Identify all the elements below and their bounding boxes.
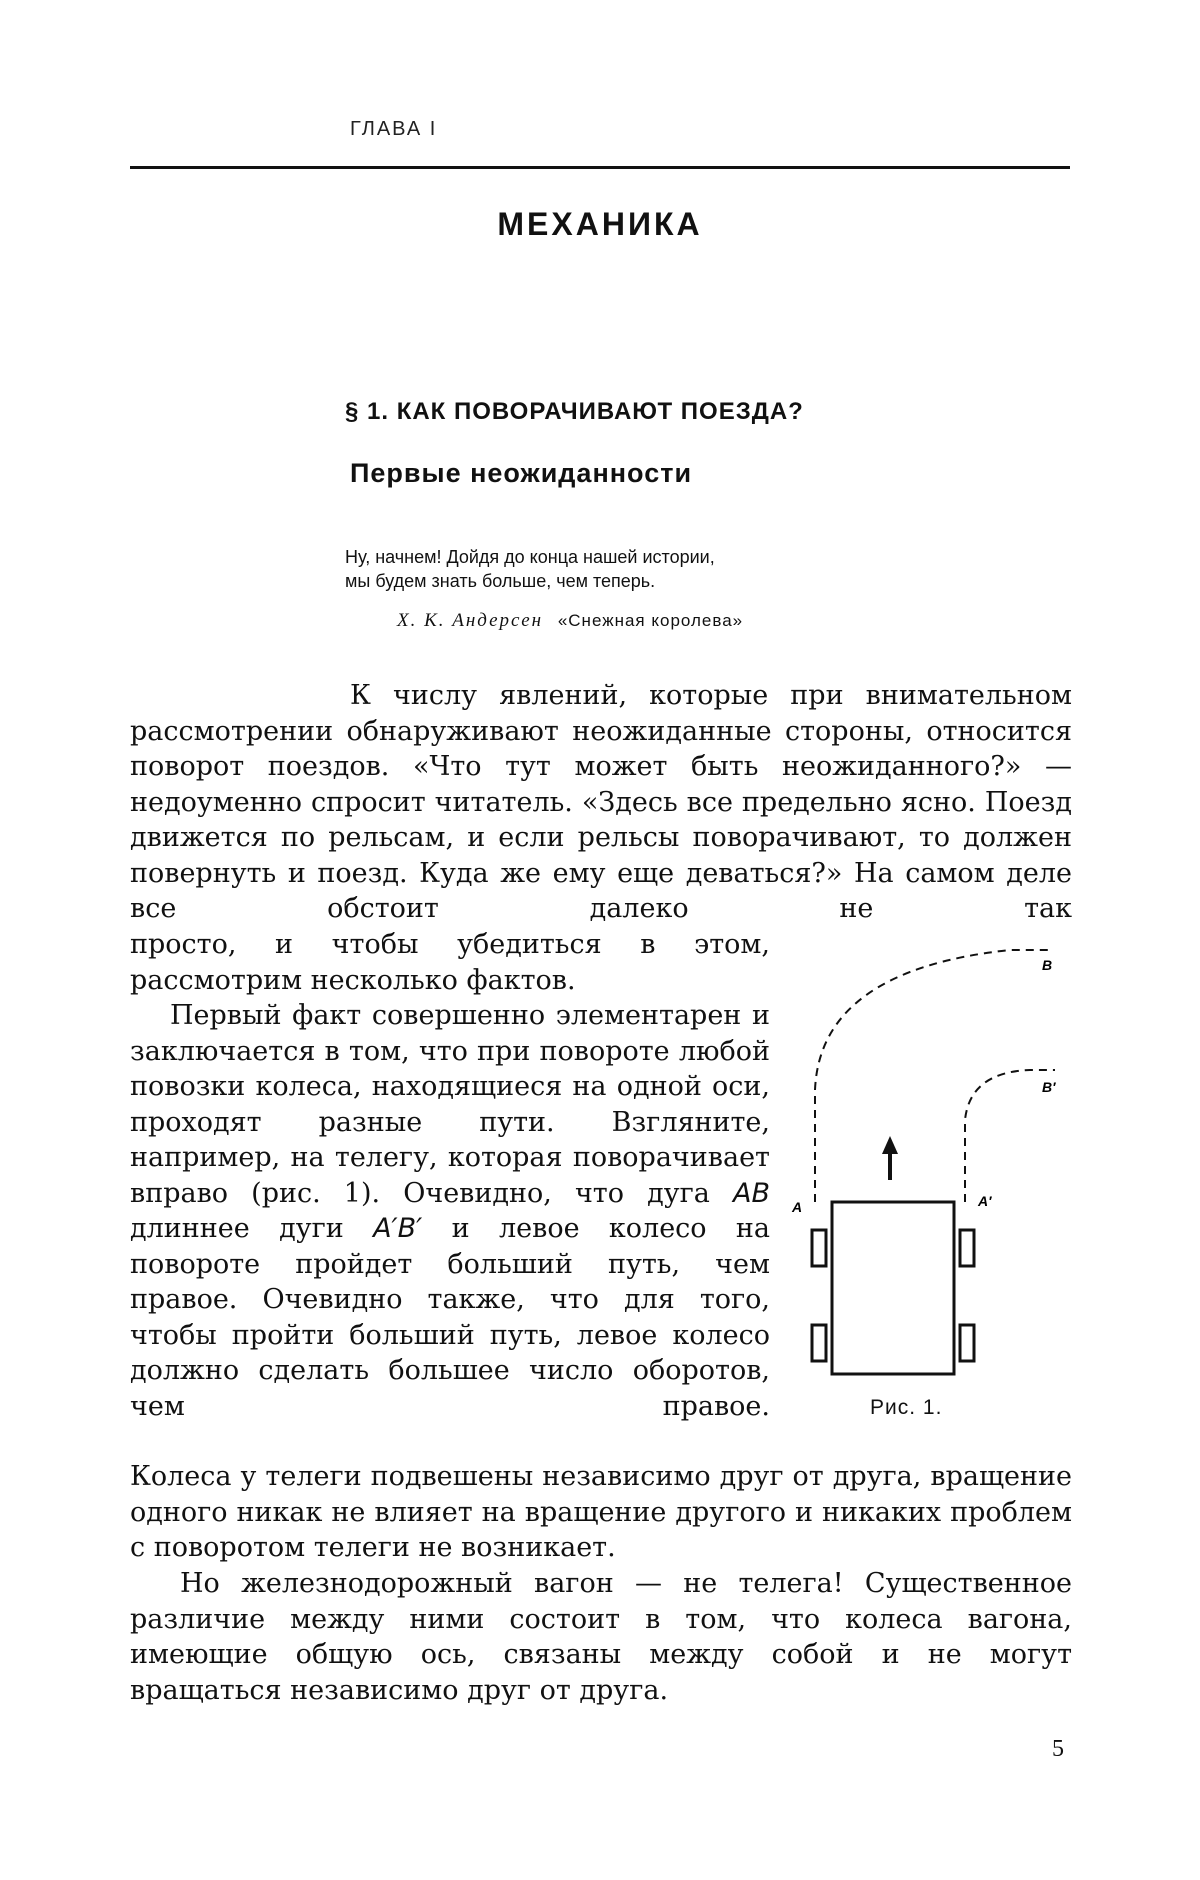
epigraph-line-2: мы будем знать больше, чем теперь. bbox=[345, 571, 656, 591]
subsection-title: Первые неожиданности bbox=[350, 458, 693, 488]
section-title: § 1. КАК ПОВОРАЧИВАЮТ ПОЕЗДА? bbox=[345, 398, 804, 425]
epigraph-line-1: Ну, начнем! Дойдя до конца нашей истории, bbox=[345, 547, 715, 567]
paragraph-2-part-b: длиннее дуги bbox=[130, 1213, 374, 1244]
paragraph-2-part-c: и левое колесо на повороте пройдет больший путь, чем правое. Очевидно также, что для того, чтобы пройти больший путь, левое колесо должно сделать большее число оборотов, чем правое. bbox=[130, 1213, 770, 1422]
arc-ab-label: AB bbox=[733, 1177, 770, 1209]
wheel-rear-left bbox=[812, 1325, 826, 1361]
label-b: B bbox=[1042, 957, 1053, 973]
outer-arc-ab bbox=[815, 950, 1053, 1202]
cart-body bbox=[832, 1202, 954, 1374]
paragraph-1-continued: просто, и чтобы убедиться в этом, рассмотрим несколько фактов. bbox=[130, 929, 770, 996]
header-rule bbox=[130, 166, 1070, 169]
chapter-title: МЕХАНИКА bbox=[497, 206, 703, 242]
arc-a1b1-label: A′B′ bbox=[373, 1213, 423, 1244]
label-a: A bbox=[792, 1199, 803, 1215]
direction-arrow-head bbox=[882, 1136, 898, 1154]
wheel-rear-right bbox=[960, 1325, 974, 1361]
label-a-prime: A′ bbox=[978, 1193, 992, 1209]
cart-diagram bbox=[780, 940, 1080, 1410]
epigraph bbox=[345, 545, 865, 593]
figure-caption: Рис. 1. bbox=[870, 1396, 943, 1419]
paragraph-2-part-a: Первый факт совершенно элементарен и заключается в том, что при повороте любой повозки колеса, находящиеся на одной оси, проходят разные пути. Взгляните, например, на телегу, которая поворачивает вправо (рис. 1). Очевидно, что дуга bbox=[130, 1000, 770, 1209]
wheel-front-left bbox=[812, 1230, 826, 1266]
epigraph-author: Х. К. Андерсен bbox=[397, 610, 544, 631]
page-number: 5 bbox=[1052, 1736, 1064, 1762]
label-b-prime: B′ bbox=[1042, 1079, 1056, 1095]
figure-cart-turning bbox=[780, 940, 1080, 1410]
epigraph-work: «Снежная королева» bbox=[557, 611, 744, 630]
running-head: ГЛАВА I bbox=[350, 118, 438, 140]
wheel-front-right bbox=[960, 1230, 974, 1266]
paragraph-3: Но железнодорожный вагон — не телега! Существенное различие между ними состоит в том, что колеса вагона, имеющие общую ось, связаны между собой и не могут вращаться независимо друг от друга. bbox=[130, 1568, 1072, 1706]
paragraph-2-continued: Колеса у телеги подвешены независимо друг от друга, вращение одного никак не влияет на вращение другого и никаких проблем с поворотом телеги не возникает. bbox=[130, 1461, 1072, 1563]
epigraph-attribution bbox=[397, 610, 743, 632]
paragraph-1: К числу явлений, которые при внимательном рассмотрении обнаруживают неожиданные стороны, относится поворот поездов. «Что тут может быть неожиданного?» — недоуменно спросит читатель. «Здесь все предельно ясно. Поезд движется по рельсам, и если рельсы поворачивают, то должен повернуть и поезд. Куда же ему еще деваться?» На самом деле все обстоит далеко не так bbox=[130, 680, 1072, 924]
paragraph-2 bbox=[130, 998, 770, 1424]
